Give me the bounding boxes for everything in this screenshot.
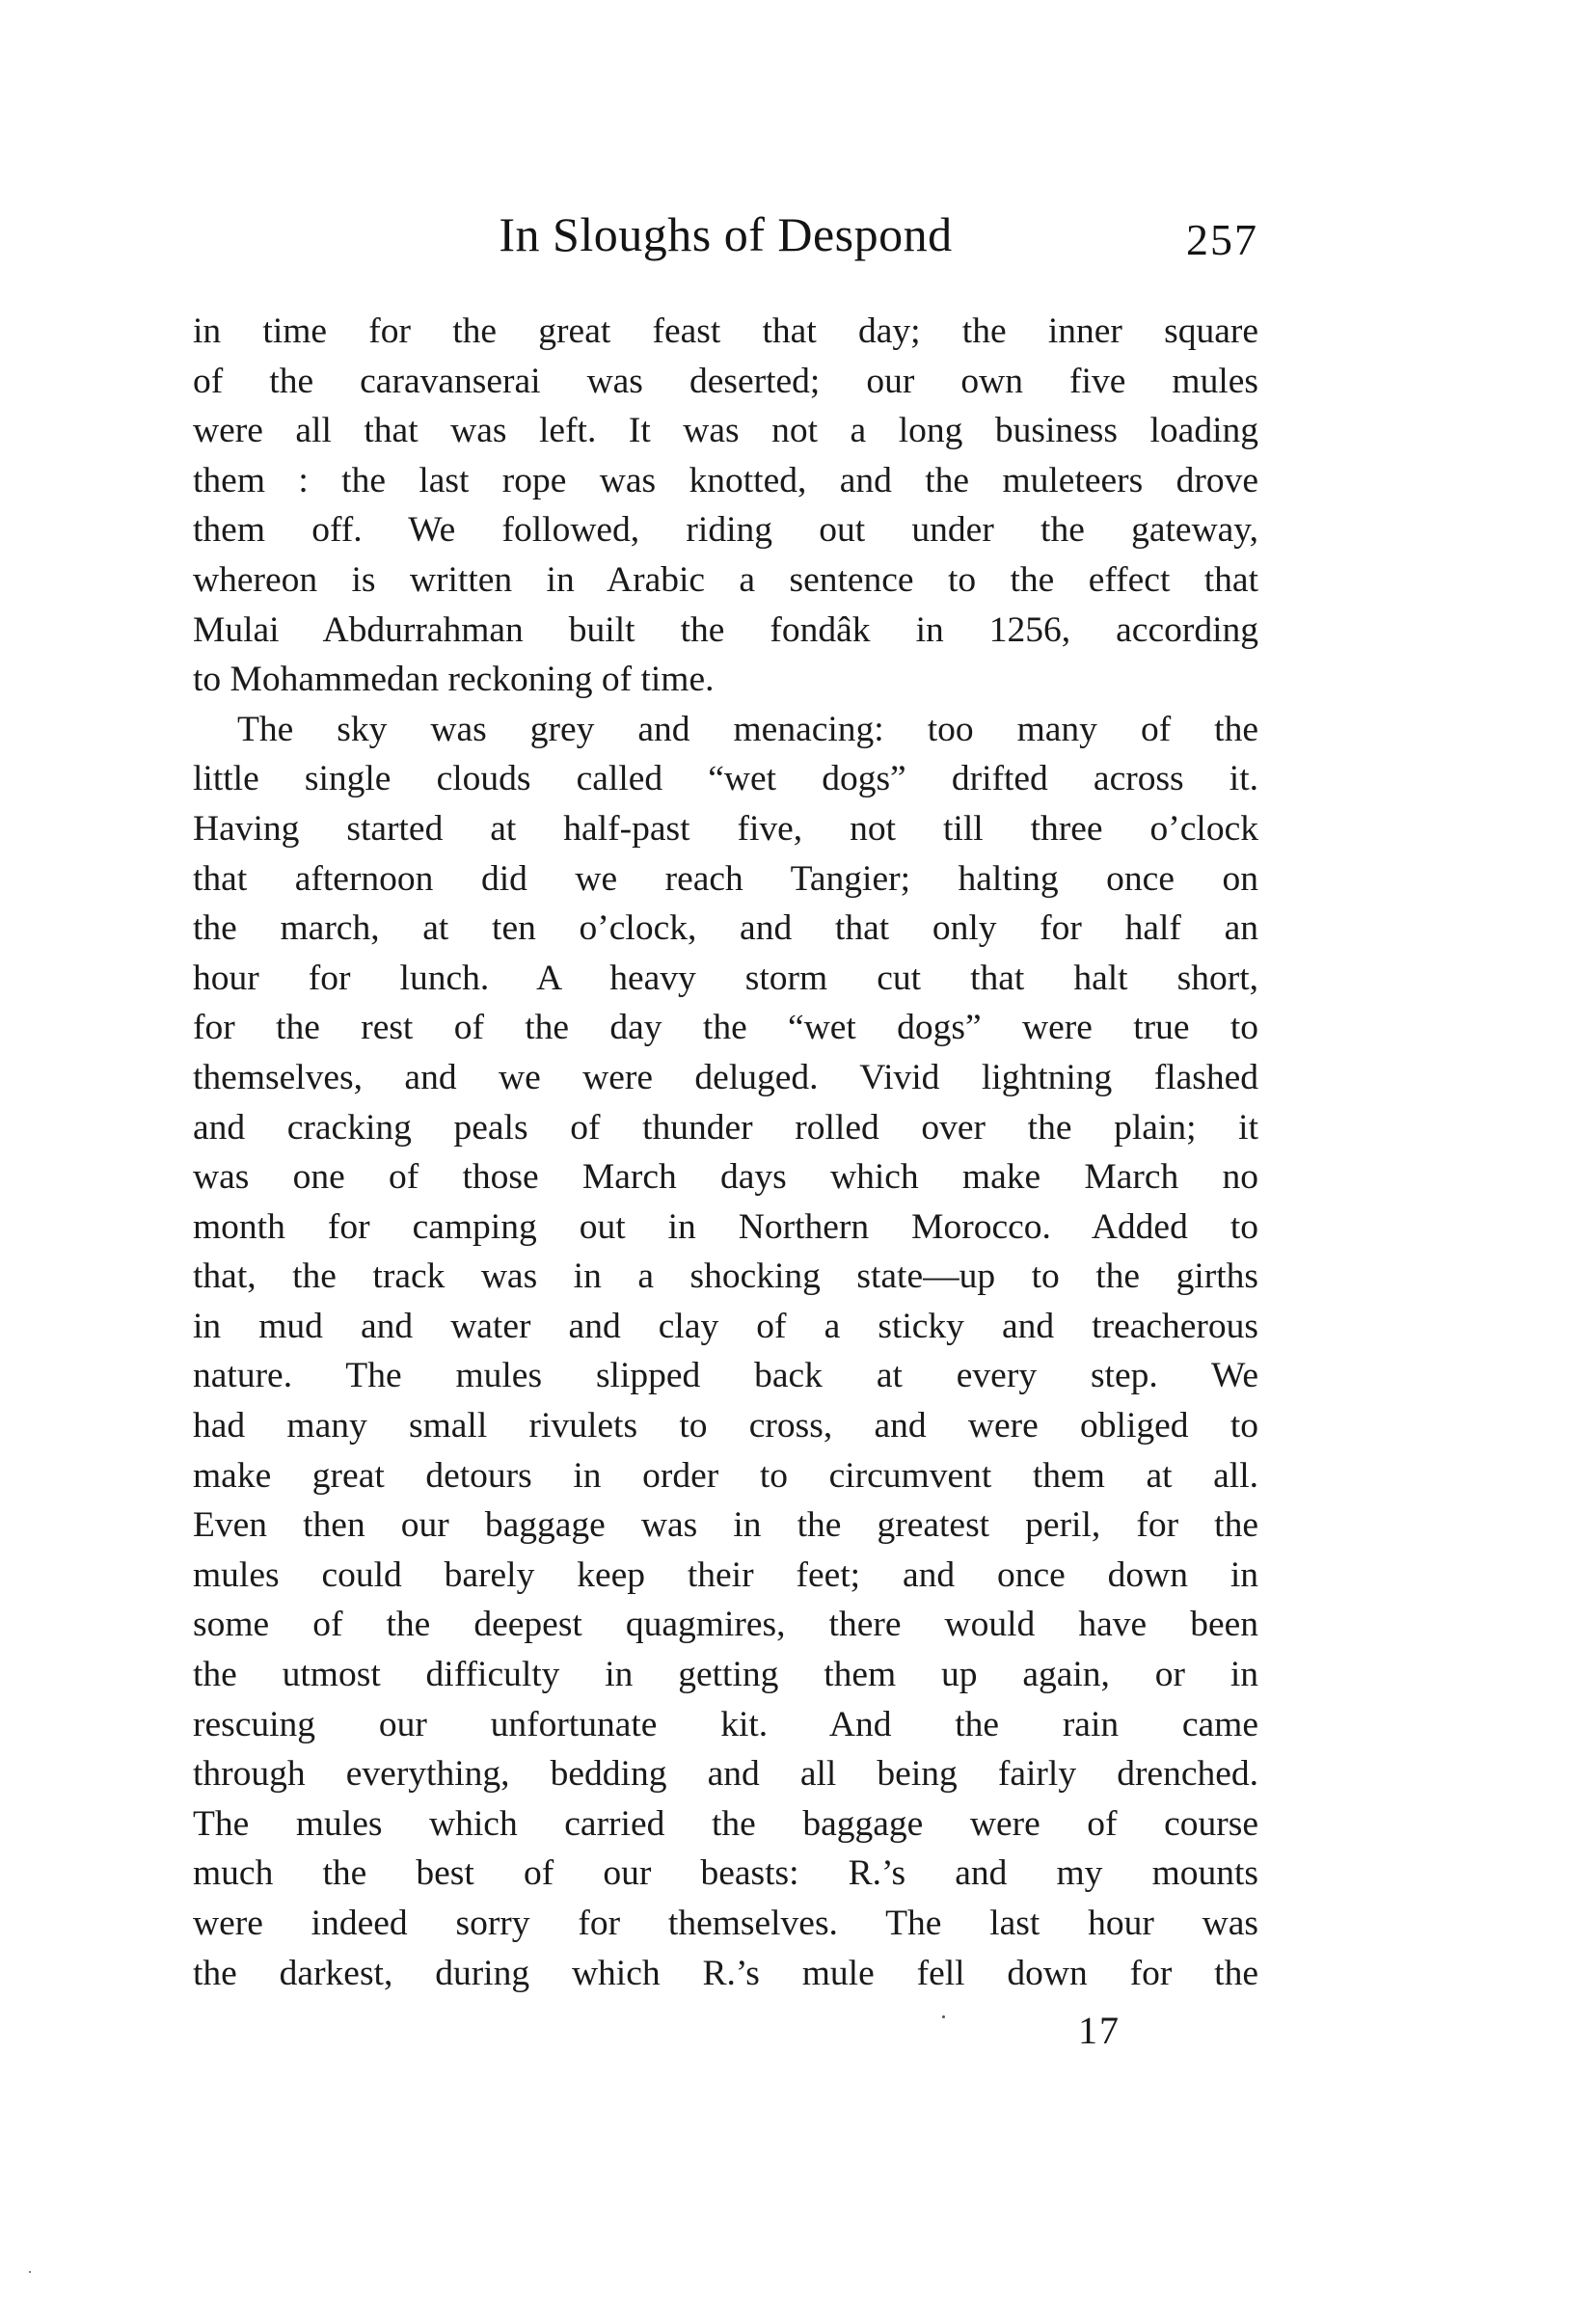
text-line: and cracking peals of thunder rolled over the plain; it: [193, 1107, 1258, 1148]
text-line: was one of those March days which make March no: [193, 1157, 1258, 1198]
text-line: them off. We followed, riding out under the gateway,: [193, 510, 1258, 551]
text-line: through everything, bedding and all being fairly drenched.: [193, 1754, 1258, 1795]
text-line: Having started at half-past five, not till three o’clock: [193, 808, 1258, 849]
text-line: mules could barely keep their feet; and once down in: [193, 1554, 1258, 1595]
paragraph-end-line: to Mohammedan reckoning of time.: [193, 660, 715, 700]
chapter-title: In Sloughs of Despond: [499, 207, 953, 261]
text-line: were all that was left. It was not a long business loading: [193, 411, 1258, 451]
text-line: month for camping out in Northern Morocco. Added to: [193, 1206, 1258, 1247]
print-speck: [29, 2271, 31, 2273]
text-line: that afternoon did we reach Tangier; halting once on: [193, 858, 1258, 899]
text-line: the darkest, during which R.’s mule fell down for the: [193, 1953, 1258, 1993]
signature-mark: 17: [1078, 2009, 1121, 2052]
text-line: in mud and water and clay of a sticky and treacherous: [193, 1306, 1258, 1346]
text-line: make great detours in order to circumvent them at all.: [193, 1455, 1258, 1496]
text-line: rescuing our unfortunate kit. And the rain came: [193, 1704, 1258, 1744]
running-head: [193, 206, 1258, 274]
text-line: the march, at ten o’clock, and that only for half an: [193, 908, 1258, 949]
text-line: had many small rivulets to cross, and were obliged to: [193, 1406, 1258, 1446]
text-line: little single clouds called “wet dogs” drifted across it.: [193, 759, 1258, 799]
text-line: themselves, and we were deluged. Vivid lightning flashed: [193, 1057, 1258, 1097]
text-line: for the rest of the day the “wet dogs” were true to: [193, 1008, 1258, 1048]
text-line: the utmost difficulty in getting them up again, or in: [193, 1655, 1258, 1695]
text-line: them : the last rope was knotted, and the muleteers drove: [193, 460, 1258, 500]
text-line: much the best of our beasts: R.’s and my mounts: [193, 1853, 1258, 1894]
text-line: of the caravanserai was deserted; our own five mules: [193, 361, 1258, 401]
page-number: 257: [1186, 215, 1258, 264]
paragraph-start-line: The sky was grey and menacing: too many of the: [237, 709, 1258, 749]
text-line: in time for the great feast that day; the inner square: [193, 311, 1258, 351]
text-line: nature. The mules slipped back at every step. We: [193, 1356, 1258, 1396]
body-text: [193, 307, 1258, 1998]
print-speck: [942, 2015, 945, 2018]
text-line: hour for lunch. A heavy storm cut that halt short,: [193, 958, 1258, 998]
text-line: The mules which carried the baggage were of course: [193, 1803, 1258, 1844]
text-line: were indeed sorry for themselves. The last hour was: [193, 1904, 1258, 1943]
text-line: that, the track was in a shocking state—up to the girths: [193, 1257, 1258, 1297]
text-line: Even then our baggage was in the greatest peril, for the: [193, 1505, 1258, 1546]
text-line: Mulai Abdurrahman built the fondâk in 1256, according: [193, 609, 1258, 650]
text-line: whereon is written in Arabic a sentence to the effect that: [193, 559, 1258, 600]
text-line: some of the deepest quagmires, there would have been: [193, 1605, 1258, 1645]
